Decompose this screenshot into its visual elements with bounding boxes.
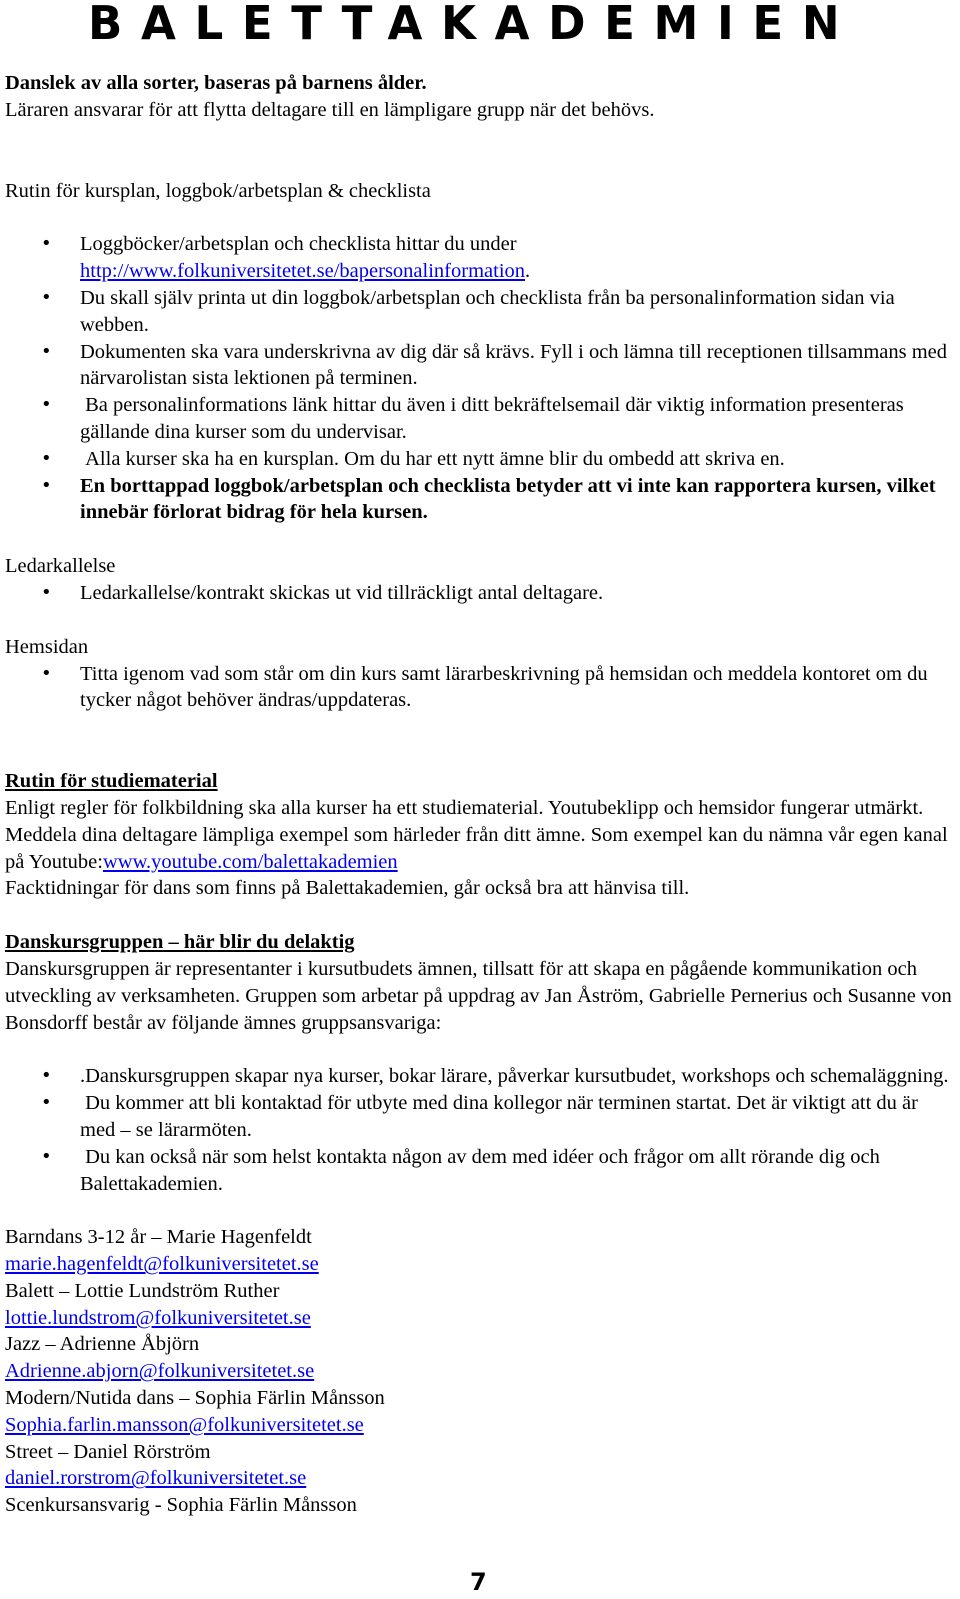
group-item-3: Du kan också när som helst kontakta någon av dem med idéer och frågor om allt rörande dig och Balettakademien. xyxy=(80,1145,885,1195)
list-item xyxy=(5,580,955,607)
routine-item-5: Alla kurser ska ha en kursplan. Om du har ett nytt ämne blir du ombedd att skriva en. xyxy=(80,447,785,470)
study-text: Enligt regler för folkbildning ska alla kurser ha ett studiematerial. Youtubeklipp och hemsidor fungerar utmärkt. Meddela dina deltagare lämpliga exempel som härleder från ditt ämne. Som exempel kan du nämna vår egen kanal på Youtube: xyxy=(5,796,948,873)
leader-heading: Ledarkallelse xyxy=(5,555,116,578)
balettakademien-logo: BALETTAKADEMIEN xyxy=(88,0,859,50)
contact-email-link[interactable]: marie.hagenfeldt@folkuniversitetet.se xyxy=(5,1253,319,1276)
routine-item-4: Ba personalinformations länk hittar du även i ditt bekräftelsemail där viktig information presenteras gällande dina kurser som du undervisar. xyxy=(80,394,909,443)
leader-list xyxy=(5,580,955,607)
list-item xyxy=(5,339,955,393)
group-heading: Danskursgruppen – här blir du delaktig xyxy=(5,931,355,954)
group-paragraph: Danskursgruppen är representanter i kursutbudets ämnen, tillsatt för att skapa en pågående kommunikation och utveckling av verksamheten. Gruppen som arbetar på uppdrag av Jan Åström, Gabrielle Pernerius och Susanne von Bonsdorff består av följande ämnes gruppsansvariga: xyxy=(5,957,952,1034)
list-item xyxy=(5,446,955,473)
contact-role: Balett – Lottie Lundström Ruther xyxy=(5,1279,280,1302)
study-heading: Rutin för studiematerial xyxy=(5,770,218,793)
list-item xyxy=(5,1090,955,1144)
routine-item-2: Du skall själv printa ut din loggbok/arbetsplan och checklista från ba personalinformation sidan via webben. xyxy=(80,286,895,336)
contact-role: Jazz – Adrienne Åbjörn xyxy=(5,1333,200,1356)
list-item xyxy=(5,473,955,527)
routine-item-1-text: Loggböcker/arbetsplan och checklista hittar du under xyxy=(80,233,517,256)
contact-role: Barndans 3-12 år – Marie Hagenfeldt xyxy=(5,1226,312,1249)
routine-item-1-period: . xyxy=(525,260,531,283)
contact-list xyxy=(5,1224,955,1519)
list-item xyxy=(5,392,955,446)
contact-email-link[interactable]: Sophia.farlin.mansson@folkuniversitetet.se xyxy=(5,1413,364,1436)
group-item-2: Du kommer att bli kontaktad för utbyte med dina kollegor när terminen startat. Det är viktigt att du är med – se lärarmöten. xyxy=(80,1092,924,1141)
routine-item-6-warning: En borttappad loggbok/arbetsplan och checklista betyder att vi inte kan rapportera kursen, vilket innebär förlorat bidrag för hela kursen. xyxy=(80,474,936,524)
study-text-2: Facktidningar för dans som finns på Balettakademien, går också bra att hänvisa till. xyxy=(5,877,690,900)
intro-line: Läraren ansvarar för att flytta deltagare till en lämpligare grupp när det behövs. xyxy=(5,98,655,121)
contact-email-link[interactable]: Adrienne.abjorn@folkuniversitetet.se xyxy=(5,1360,315,1383)
contact-role: Street – Daniel Rörström xyxy=(5,1440,211,1463)
group-list xyxy=(5,1063,955,1197)
document-body xyxy=(5,70,955,1519)
leader-item-1: Ledarkallelse/kontrakt skickas ut vid tillräckligt antal deltagare. xyxy=(80,581,604,604)
contact-role: Modern/Nutida dans – Sophia Färlin Månsson xyxy=(5,1387,385,1410)
contact-email-link[interactable]: daniel.rorstrom@folkuniversitetet.se xyxy=(5,1467,307,1490)
website-heading: Hemsidan xyxy=(5,635,89,658)
personal-info-link[interactable]: http://www.folkuniversitetet.se/bapersonalinformation xyxy=(80,260,526,283)
routine-list xyxy=(5,231,955,526)
list-item xyxy=(5,1063,955,1090)
website-item-1: Titta igenom vad som står om din kurs samt lärarbeskrivning på hemsidan och meddela kontoret om du tycker något behöver ändras/uppdateras. xyxy=(80,662,928,712)
website-list xyxy=(5,661,955,715)
contact-email-link[interactable]: lottie.lundstrom@folkuniversitetet.se xyxy=(5,1306,311,1329)
last-contact: Scenkursansvarig - Sophia Färlin Månsson xyxy=(5,1494,357,1517)
list-item xyxy=(5,285,955,339)
routine-heading: Rutin för kursplan, loggbok/arbetsplan & checklista xyxy=(5,179,431,202)
list-item xyxy=(5,661,955,715)
list-item xyxy=(5,231,955,285)
page-number: 7 xyxy=(470,1568,487,1596)
routine-item-3: Dokumenten ska vara underskrivna av dig där så krävs. Fyll i och lämna till receptionen tillsammans med närvarolistan sista lektionen på terminen. xyxy=(80,340,948,390)
group-item-1: .Danskursgruppen skapar nya kurser, bokar lärare, påverkar kursutbudet, workshops och schemaläggning. xyxy=(80,1065,949,1088)
study-paragraph xyxy=(5,795,955,902)
intro-bold-line: Danslek av alla sorter, baseras på barnens ålder. xyxy=(5,72,427,94)
youtube-link[interactable]: www.youtube.com/balettakademien xyxy=(102,850,398,873)
list-item xyxy=(5,1144,955,1198)
